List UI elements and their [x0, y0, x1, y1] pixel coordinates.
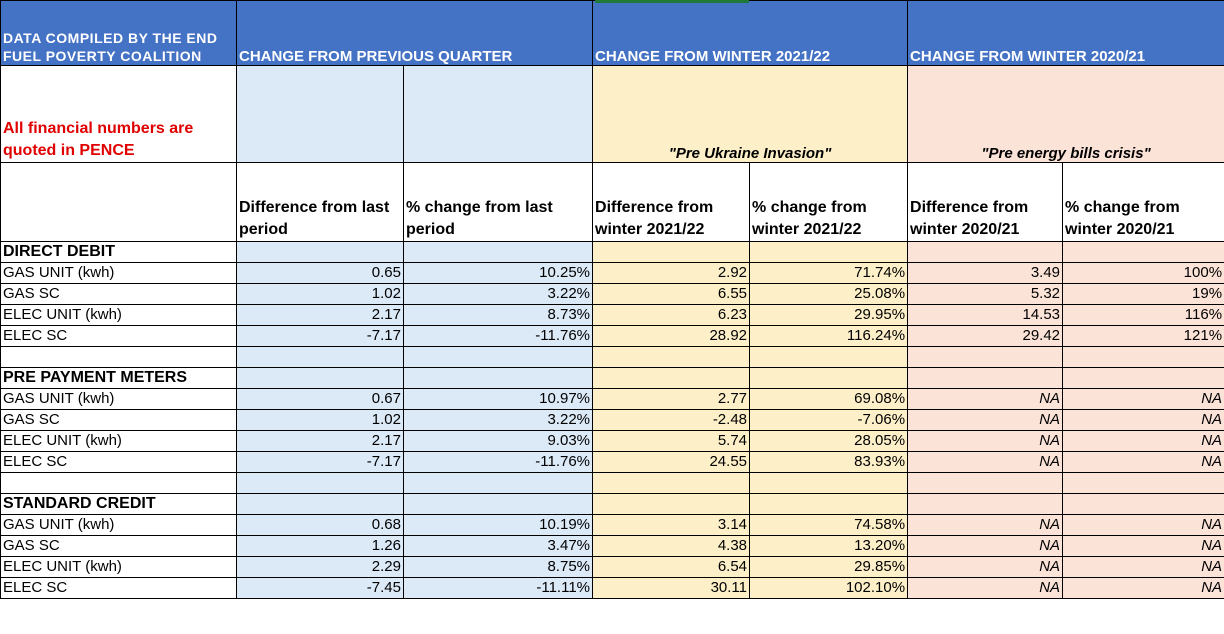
- spacer-row: [1, 347, 1224, 368]
- data-cell[interactable]: 0.65: [237, 263, 404, 284]
- column-header[interactable]: Difference from winter 2020/21: [908, 163, 1063, 242]
- empty-cell[interactable]: [237, 494, 404, 515]
- row-label[interactable]: GAS UNIT (kwh): [1, 515, 237, 536]
- empty-cell[interactable]: [237, 66, 404, 163]
- empty-cell[interactable]: [750, 242, 908, 263]
- data-cell[interactable]: 29.95%: [750, 305, 908, 326]
- data-cell[interactable]: 2.29: [237, 557, 404, 578]
- data-cell[interactable]: 2.17: [237, 431, 404, 452]
- data-cell[interactable]: 29.42: [908, 326, 1063, 347]
- data-cell[interactable]: NA: [1063, 410, 1224, 431]
- empty-cell[interactable]: [593, 347, 750, 368]
- table-row: [1, 263, 1224, 284]
- data-cell[interactable]: 71.74%: [750, 263, 908, 284]
- data-cell[interactable]: 0.67: [237, 389, 404, 410]
- row-label[interactable]: GAS SC: [1, 536, 237, 557]
- table-row: [1, 536, 1224, 557]
- section-label[interactable]: STANDARD CREDIT: [1, 494, 237, 515]
- data-cell[interactable]: 19%: [1063, 284, 1224, 305]
- data-cell[interactable]: NA: [1063, 557, 1224, 578]
- table-row: [1, 305, 1224, 326]
- empty-cell[interactable]: [1063, 242, 1224, 263]
- data-cell[interactable]: NA: [1063, 452, 1224, 473]
- section-label[interactable]: DIRECT DEBIT: [1, 242, 237, 263]
- empty-cell[interactable]: [593, 473, 750, 494]
- empty-cell[interactable]: [1063, 368, 1224, 389]
- empty-cell[interactable]: [404, 368, 593, 389]
- data-cell[interactable]: 13.20%: [750, 536, 908, 557]
- empty-cell[interactable]: [1063, 347, 1224, 368]
- data-cell[interactable]: 30.11: [593, 578, 750, 599]
- header-row: [1, 1, 1224, 66]
- table-row: [1, 452, 1224, 473]
- data-cell[interactable]: 6.54: [593, 557, 750, 578]
- empty-cell[interactable]: [1, 473, 237, 494]
- tag-pre-energy-bills-crisis[interactable]: "Pre energy bills crisis": [908, 66, 1224, 163]
- row-label[interactable]: ELEC SC: [1, 578, 237, 599]
- column-header-row: [1, 163, 1224, 242]
- data-cell[interactable]: NA: [908, 431, 1063, 452]
- row-label[interactable]: ELEC UNIT (kwh): [1, 557, 237, 578]
- data-cell[interactable]: 3.22%: [404, 410, 593, 431]
- data-cell[interactable]: 25.08%: [750, 284, 908, 305]
- table-row: [1, 410, 1224, 431]
- row-label[interactable]: ELEC SC: [1, 452, 237, 473]
- empty-cell[interactable]: [1, 347, 237, 368]
- data-cell[interactable]: NA: [908, 389, 1063, 410]
- section-header-row: [1, 494, 1224, 515]
- data-cell[interactable]: NA: [1063, 536, 1224, 557]
- empty-cell[interactable]: [404, 66, 593, 163]
- empty-cell[interactable]: [750, 473, 908, 494]
- data-cell[interactable]: -11.11%: [404, 578, 593, 599]
- data-cell[interactable]: 5.74: [593, 431, 750, 452]
- data-cell[interactable]: 1.02: [237, 284, 404, 305]
- group-header-winter-2021-22[interactable]: CHANGE FROM WINTER 2021/22: [593, 1, 908, 66]
- empty-cell[interactable]: [1063, 494, 1224, 515]
- row-label[interactable]: ELEC SC: [1, 326, 237, 347]
- data-cell[interactable]: 8.75%: [404, 557, 593, 578]
- pence-note[interactable]: All financial numbers are quoted in PENCE: [1, 66, 237, 163]
- section-label[interactable]: PRE PAYMENT METERS: [1, 368, 237, 389]
- table-row: [1, 431, 1224, 452]
- data-cell[interactable]: 69.08%: [750, 389, 908, 410]
- data-cell[interactable]: NA: [908, 578, 1063, 599]
- empty-cell[interactable]: [593, 242, 750, 263]
- data-cell[interactable]: -7.17: [237, 326, 404, 347]
- data-cell[interactable]: NA: [908, 515, 1063, 536]
- row-label[interactable]: ELEC UNIT (kwh): [1, 305, 237, 326]
- data-cell[interactable]: NA: [1063, 389, 1224, 410]
- row-label[interactable]: GAS SC: [1, 410, 237, 431]
- data-cell[interactable]: 121%: [1063, 326, 1224, 347]
- column-header[interactable]: Difference from winter 2021/22: [593, 163, 750, 242]
- data-cell[interactable]: 10.97%: [404, 389, 593, 410]
- data-cell[interactable]: 24.55: [593, 452, 750, 473]
- empty-cell[interactable]: [1063, 473, 1224, 494]
- row-label[interactable]: GAS UNIT (kwh): [1, 389, 237, 410]
- sheet-title[interactable]: DATA COMPILED BY THE END FUEL POVERTY COALITION: [1, 1, 237, 66]
- data-cell[interactable]: 3.47%: [404, 536, 593, 557]
- empty-cell[interactable]: [908, 473, 1063, 494]
- empty-cell[interactable]: [237, 347, 404, 368]
- data-cell[interactable]: -11.76%: [404, 452, 593, 473]
- selected-cell-indicator: [595, 0, 749, 3]
- table-row: [1, 515, 1224, 536]
- column-header[interactable]: Difference from last period: [237, 163, 404, 242]
- empty-cell[interactable]: [1, 163, 237, 242]
- data-cell[interactable]: 3.22%: [404, 284, 593, 305]
- data-cell[interactable]: NA: [1063, 431, 1224, 452]
- data-cell[interactable]: 116%: [1063, 305, 1224, 326]
- empty-cell[interactable]: [593, 368, 750, 389]
- data-cell[interactable]: 6.55: [593, 284, 750, 305]
- data-cell[interactable]: 2.92: [593, 263, 750, 284]
- empty-cell[interactable]: [237, 242, 404, 263]
- data-cell[interactable]: NA: [1063, 578, 1224, 599]
- empty-cell[interactable]: [404, 494, 593, 515]
- section-header-row: [1, 368, 1224, 389]
- empty-cell[interactable]: [404, 473, 593, 494]
- table-row: [1, 326, 1224, 347]
- row-label[interactable]: GAS UNIT (kwh): [1, 263, 237, 284]
- data-cell[interactable]: 102.10%: [750, 578, 908, 599]
- data-cell[interactable]: NA: [908, 557, 1063, 578]
- data-cell[interactable]: NA: [1063, 515, 1224, 536]
- data-cell[interactable]: 9.03%: [404, 431, 593, 452]
- data-cell[interactable]: -7.06%: [750, 410, 908, 431]
- column-header[interactable]: % change from last period: [404, 163, 593, 242]
- note-row: [1, 66, 1224, 163]
- data-cell[interactable]: 4.38: [593, 536, 750, 557]
- table-row: [1, 389, 1224, 410]
- data-cell[interactable]: 10.19%: [404, 515, 593, 536]
- data-cell[interactable]: 1.02: [237, 410, 404, 431]
- empty-cell[interactable]: [908, 347, 1063, 368]
- empty-cell[interactable]: [750, 368, 908, 389]
- table-row: [1, 578, 1224, 599]
- data-cell[interactable]: -11.76%: [404, 326, 593, 347]
- data-cell[interactable]: 1.26: [237, 536, 404, 557]
- data-cell[interactable]: 83.93%: [750, 452, 908, 473]
- data-cell[interactable]: 8.73%: [404, 305, 593, 326]
- data-cell[interactable]: 28.05%: [750, 431, 908, 452]
- empty-cell[interactable]: [404, 347, 593, 368]
- data-cell[interactable]: 6.23: [593, 305, 750, 326]
- empty-cell[interactable]: [404, 242, 593, 263]
- empty-cell[interactable]: [750, 347, 908, 368]
- data-cell[interactable]: NA: [908, 536, 1063, 557]
- empty-cell[interactable]: [908, 494, 1063, 515]
- empty-cell[interactable]: [593, 494, 750, 515]
- group-header-previous-quarter[interactable]: CHANGE FROM PREVIOUS QUARTER: [237, 1, 593, 66]
- empty-cell[interactable]: [237, 368, 404, 389]
- row-label[interactable]: GAS SC: [1, 284, 237, 305]
- data-cell[interactable]: 3.14: [593, 515, 750, 536]
- table-row: [1, 557, 1224, 578]
- data-cell[interactable]: -7.45: [237, 578, 404, 599]
- data-cell[interactable]: 10.25%: [404, 263, 593, 284]
- data-cell[interactable]: 100%: [1063, 263, 1224, 284]
- table-row: [1, 284, 1224, 305]
- data-cell[interactable]: 116.24%: [750, 326, 908, 347]
- row-label[interactable]: ELEC UNIT (kwh): [1, 431, 237, 452]
- data-cell[interactable]: 5.32: [908, 284, 1063, 305]
- empty-cell[interactable]: [908, 368, 1063, 389]
- spacer-row: [1, 473, 1224, 494]
- data-cell[interactable]: 2.77: [593, 389, 750, 410]
- empty-cell[interactable]: [908, 242, 1063, 263]
- data-cell[interactable]: 3.49: [908, 263, 1063, 284]
- data-cell[interactable]: 14.53: [908, 305, 1063, 326]
- column-header[interactable]: % change from winter 2021/22: [750, 163, 908, 242]
- section-header-row: [1, 242, 1224, 263]
- tag-pre-ukraine-invasion[interactable]: "Pre Ukraine Invasion": [593, 66, 908, 163]
- empty-cell[interactable]: [237, 473, 404, 494]
- data-cell[interactable]: -7.17: [237, 452, 404, 473]
- data-cell[interactable]: NA: [908, 410, 1063, 431]
- data-cell[interactable]: 0.68: [237, 515, 404, 536]
- data-cell[interactable]: NA: [908, 452, 1063, 473]
- data-cell[interactable]: 29.85%: [750, 557, 908, 578]
- data-cell[interactable]: -2.48: [593, 410, 750, 431]
- data-cell[interactable]: 28.92: [593, 326, 750, 347]
- data-cell[interactable]: 74.58%: [750, 515, 908, 536]
- empty-cell[interactable]: [750, 494, 908, 515]
- group-header-winter-2020-21[interactable]: CHANGE FROM WINTER 2020/21: [908, 1, 1224, 66]
- column-header[interactable]: % change from winter 2020/21: [1063, 163, 1224, 242]
- data-cell[interactable]: 2.17: [237, 305, 404, 326]
